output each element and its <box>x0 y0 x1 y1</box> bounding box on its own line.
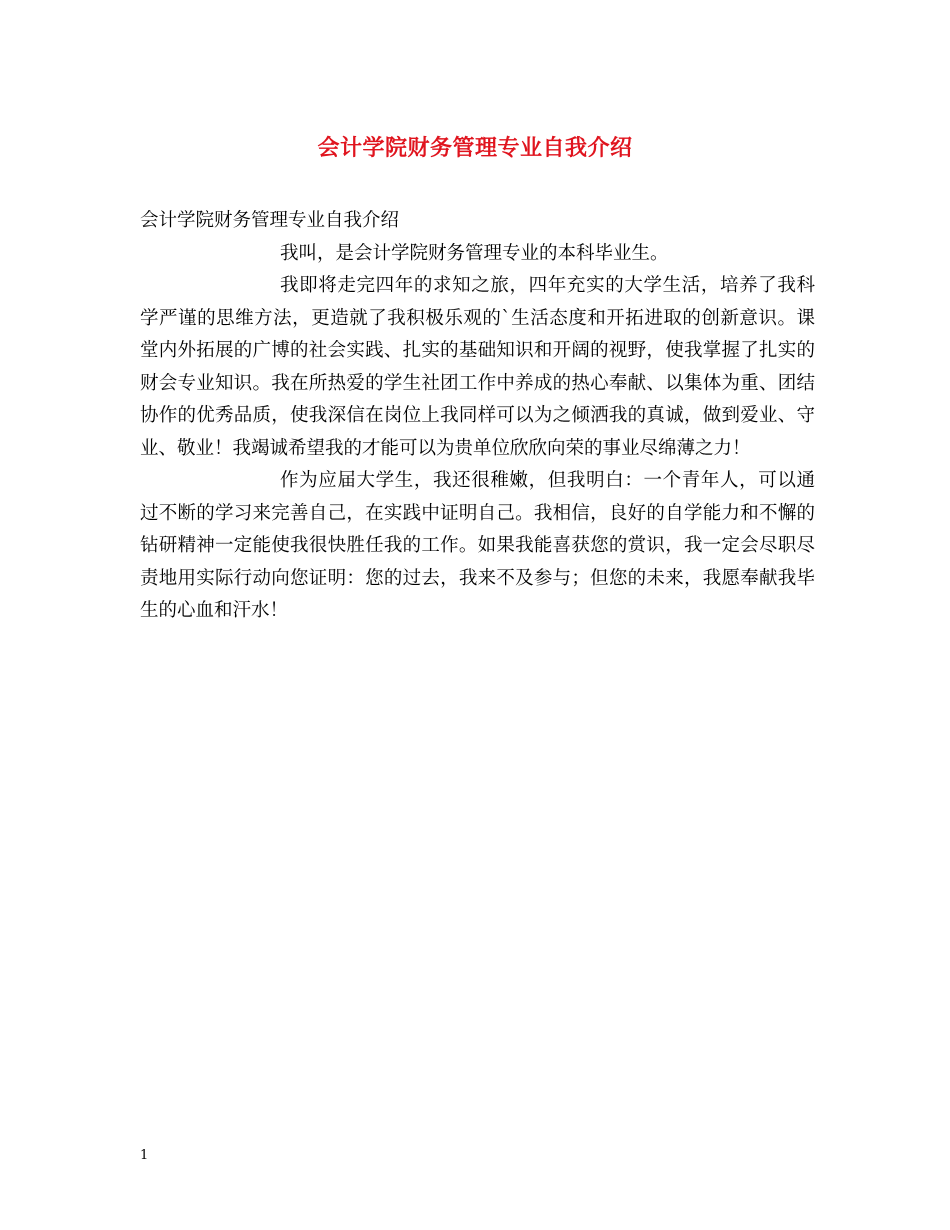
document-body <box>140 205 815 628</box>
document-title: 会计学院财务管理专业自我介绍 <box>317 135 633 161</box>
subtitle-line: 会计学院财务管理专业自我介绍 <box>140 210 400 231</box>
paragraph-study: 我即将走完四年的求知之旅，四年充实的大学生活，培养了我科学严谨的思维方法，更造就了我积极乐观的`生活态度和开拓进取的创新意识。课堂内外拓展的广博的社会实践、扎实的基础知识和开阔的视野，使我掌握了扎实的财会专业知识。我在所热爱的学生社团工作中养成的热心奉献、以集体为重、团结协作的优秀品质，使我深信在岗位上我同样可以为之倾洒我的真诚，做到爱业、守业、敬业！我竭诚希望我的才能可以为贵单位欣欣向荣的事业尽绵薄之力！ <box>140 275 815 459</box>
paragraph-intro: 我叫，是会计学院财务管理专业的本科毕业生。 <box>280 242 669 264</box>
page-number: 1 <box>140 1148 149 1163</box>
paragraph-commitment: 作为应届大学生，我还很稚嫩，但我明白：一个青年人，可以通过不断的学习来完善自己，在实践中证明自己。我相信，良好的自学能力和不懈的钻研精神一定能使我很快胜任我的工作。如果我能喜获您的赏识，我一定会尽职尽责地用实际行动向您证明：您的过去，我来不及参与；但您的未来，我愿奉献我毕生的心血和汗水！ <box>140 470 815 621</box>
